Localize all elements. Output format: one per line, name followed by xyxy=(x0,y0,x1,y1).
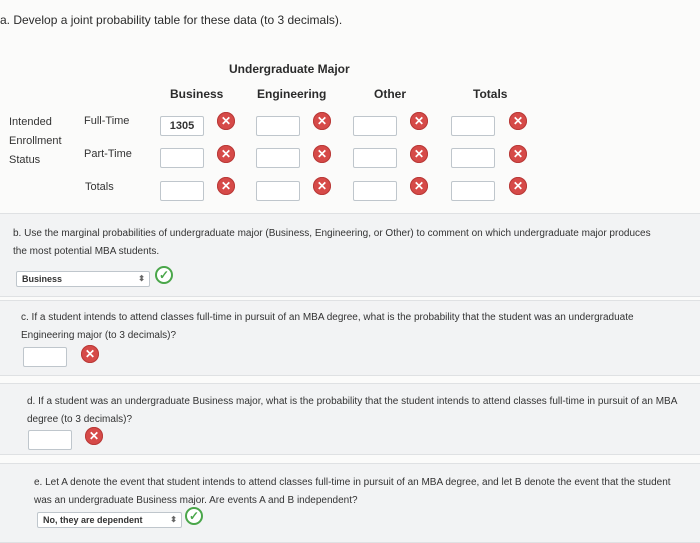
correct-icon: ✓ xyxy=(155,266,173,284)
incorrect-icon: ✕ xyxy=(410,177,428,195)
cell-parttime-totals[interactable] xyxy=(451,148,495,168)
incorrect-icon: ✕ xyxy=(217,112,235,130)
row-group-label-line2: Enrollment xyxy=(9,135,62,147)
row-group-label-line3: Status xyxy=(9,154,41,166)
incorrect-icon: ✕ xyxy=(217,177,235,195)
incorrect-icon: ✕ xyxy=(217,145,235,163)
cell-fulltime-other[interactable] xyxy=(353,116,397,136)
select-arrow-icon: ⬍ xyxy=(170,515,177,524)
answer-d-input[interactable] xyxy=(28,430,72,450)
row-label-full-time: Full-Time xyxy=(84,115,130,127)
independence-select[interactable] xyxy=(37,512,182,528)
question-d: d. If a student was an undergraduate Business major, what is the probability that the student intends to attend classes full-time in pursuit of an MBA degree (to 3 decimals)? xyxy=(27,396,677,425)
cell-fulltime-engineering[interactable] xyxy=(256,116,300,136)
cell-totals-other[interactable] xyxy=(353,181,397,201)
column-header-engineering: Engineering xyxy=(257,87,327,101)
cell-parttime-engineering[interactable] xyxy=(256,148,300,168)
incorrect-icon: ✕ xyxy=(313,177,331,195)
cell-parttime-other[interactable] xyxy=(353,148,397,168)
question-c: c. If a student intends to attend classes full-time in pursuit of an MBA degree, what is the probability that the student was an undergraduate Engineering major (to 3 decimals)? xyxy=(21,312,634,341)
question-b: b. Use the marginal probabilities of undergraduate major (Business, Engineering, or Other) to comment on which undergraduate major produces the most potential MBA students. xyxy=(13,228,651,257)
row-label-part-time: Part-Time xyxy=(84,148,132,160)
row-label-totals: Totals xyxy=(85,181,114,193)
cell-fulltime-totals[interactable] xyxy=(451,116,495,136)
cell-totals-totals[interactable] xyxy=(451,181,495,201)
cell-totals-business[interactable] xyxy=(160,181,204,201)
incorrect-icon: ✕ xyxy=(509,112,527,130)
incorrect-icon: ✕ xyxy=(509,177,527,195)
column-header-totals: Totals xyxy=(473,87,508,101)
cell-parttime-business[interactable] xyxy=(160,148,204,168)
answer-c-input[interactable] xyxy=(23,347,67,367)
major-select-value: Business xyxy=(22,274,63,284)
incorrect-icon: ✕ xyxy=(509,145,527,163)
major-select[interactable] xyxy=(16,271,150,287)
incorrect-icon: ✕ xyxy=(410,145,428,163)
incorrect-icon: ✕ xyxy=(85,427,103,445)
independence-select-value: No, they are dependent xyxy=(43,515,143,525)
incorrect-icon: ✕ xyxy=(410,112,428,130)
question-e: e. Let A denote the event that student intends to attend classes full-time in pursuit of an MBA degree, and let B denote the event that the student was an undergraduate Business major. Are events A and B independent? xyxy=(34,477,671,506)
cell-fulltime-business[interactable]: 1305 xyxy=(160,116,204,136)
incorrect-icon: ✕ xyxy=(313,145,331,163)
question-a: a. Develop a joint probability table for these data (to 3 decimals). xyxy=(0,13,343,27)
column-header-other: Other xyxy=(374,87,407,101)
cell-totals-engineering[interactable] xyxy=(256,181,300,201)
select-arrow-icon: ⬍ xyxy=(138,274,145,283)
column-header-business: Business xyxy=(170,87,224,101)
incorrect-icon: ✕ xyxy=(313,112,331,130)
incorrect-icon: ✕ xyxy=(81,345,99,363)
table-title: Undergraduate Major xyxy=(229,62,350,76)
row-group-label-line1: Intended xyxy=(9,116,52,128)
correct-icon: ✓ xyxy=(185,507,203,525)
